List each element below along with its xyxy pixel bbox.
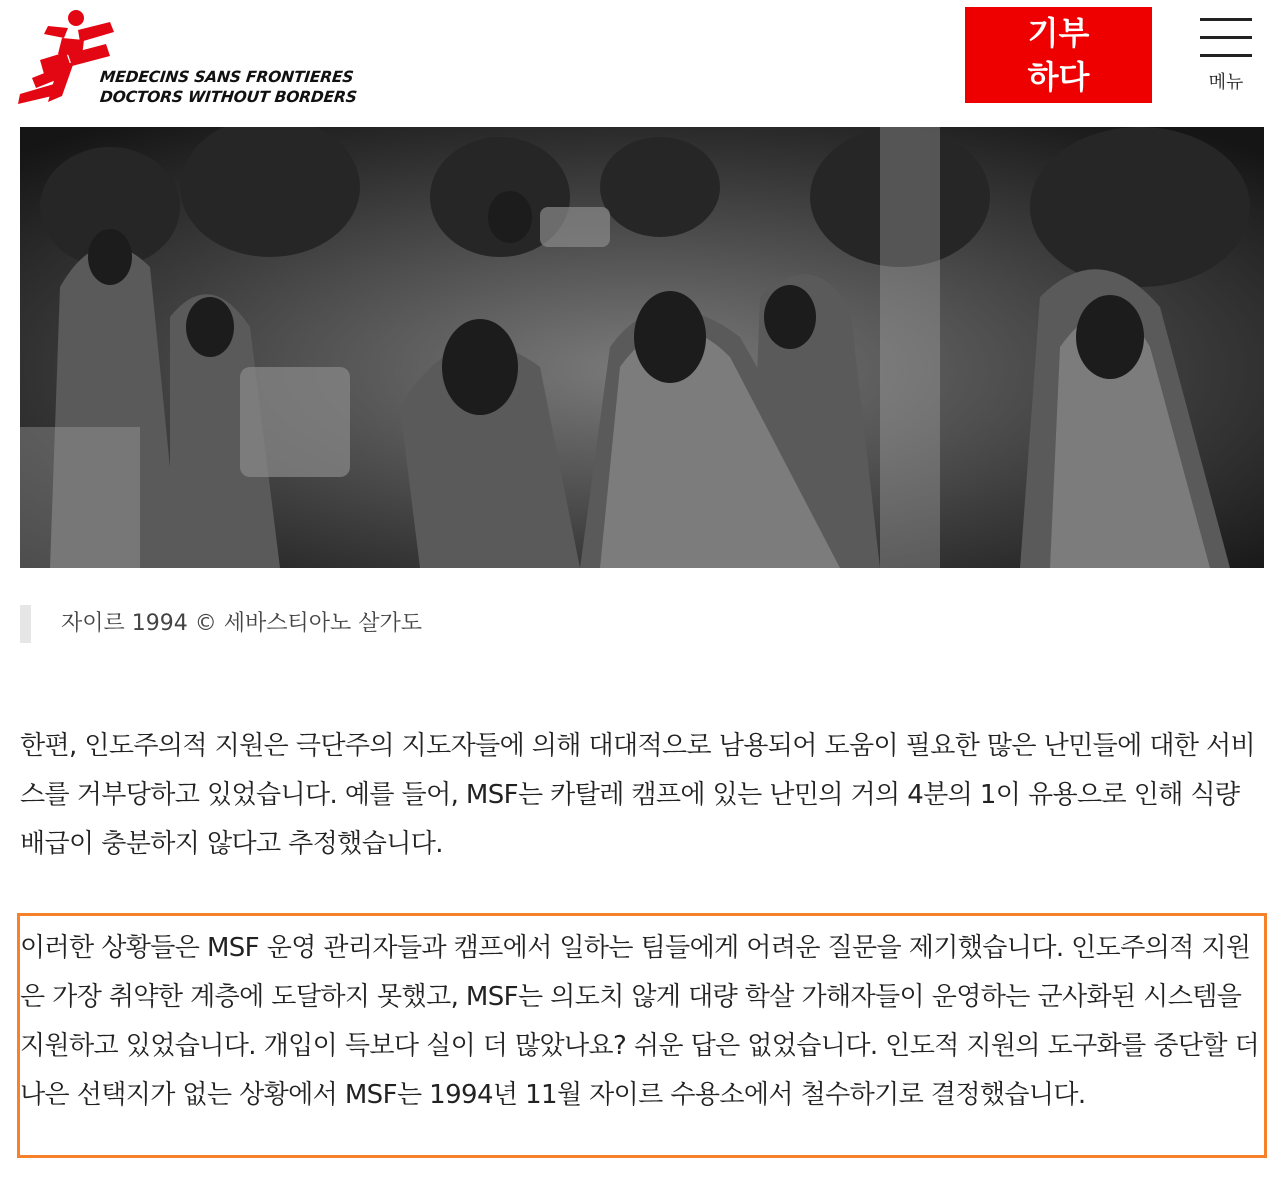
donate-button[interactable] bbox=[965, 7, 1152, 103]
donate-label-line1: 기부 bbox=[1027, 14, 1090, 52]
article-paragraph: 한편, 인도주의적 지원은 극단주의 지도자들에 의해 대대적으로 남용되어 도움이 필요한 많은 난민들에 대한 서비스를 거부당하고 있었습니다. 예를 들어, MSF는 카탈레 캠프에 있는 난민의 거의 4분의 1이 유용으로 인해 식량 배급이 충분하지 않다고 추정했습니다. bbox=[20, 731, 1256, 859]
logo-text-french: MEDECINS SANS FRONTIERES bbox=[99, 68, 355, 86]
donate-label-line2: 하다 bbox=[1027, 58, 1090, 96]
logo-text-english: DOCTORS WITHOUT BORDERS bbox=[99, 88, 358, 106]
hamburger-menu-icon bbox=[1200, 18, 1252, 58]
refugees-photo-icon bbox=[20, 127, 1264, 568]
article-paragraph-highlighted: 이러한 상황들은 MSF 운영 관리자들과 캠프에서 일하는 팀들에게 어려운 질문을 제기했습니다. 인도주의적 지원은 가장 취약한 계층에 도달하지 못했고, MSF는 의도치 않게 대량 학살 가해자들이 운영하는 군사화된 시스템을 지원하고 있었습니다. 개입이 득보다 실이 더 많았나요? 쉬운 답은 없었습니다. 인도적 지원의 도구화를 중단할 더 나은 선택지가 없는 상황에서 MSF는 1994년 11월 자이르 수용소에서 철수하기로 결정했습니다. bbox=[20, 933, 1260, 1110]
menu-button[interactable] bbox=[1196, 14, 1256, 100]
msf-logo[interactable] bbox=[18, 4, 368, 108]
article-photo bbox=[20, 127, 1264, 568]
site-header bbox=[0, 0, 1280, 120]
photo-caption: 자이르 1994 © 세바스티아노 살가도 bbox=[20, 605, 422, 643]
menu-label: 메뉴 bbox=[1208, 72, 1244, 93]
